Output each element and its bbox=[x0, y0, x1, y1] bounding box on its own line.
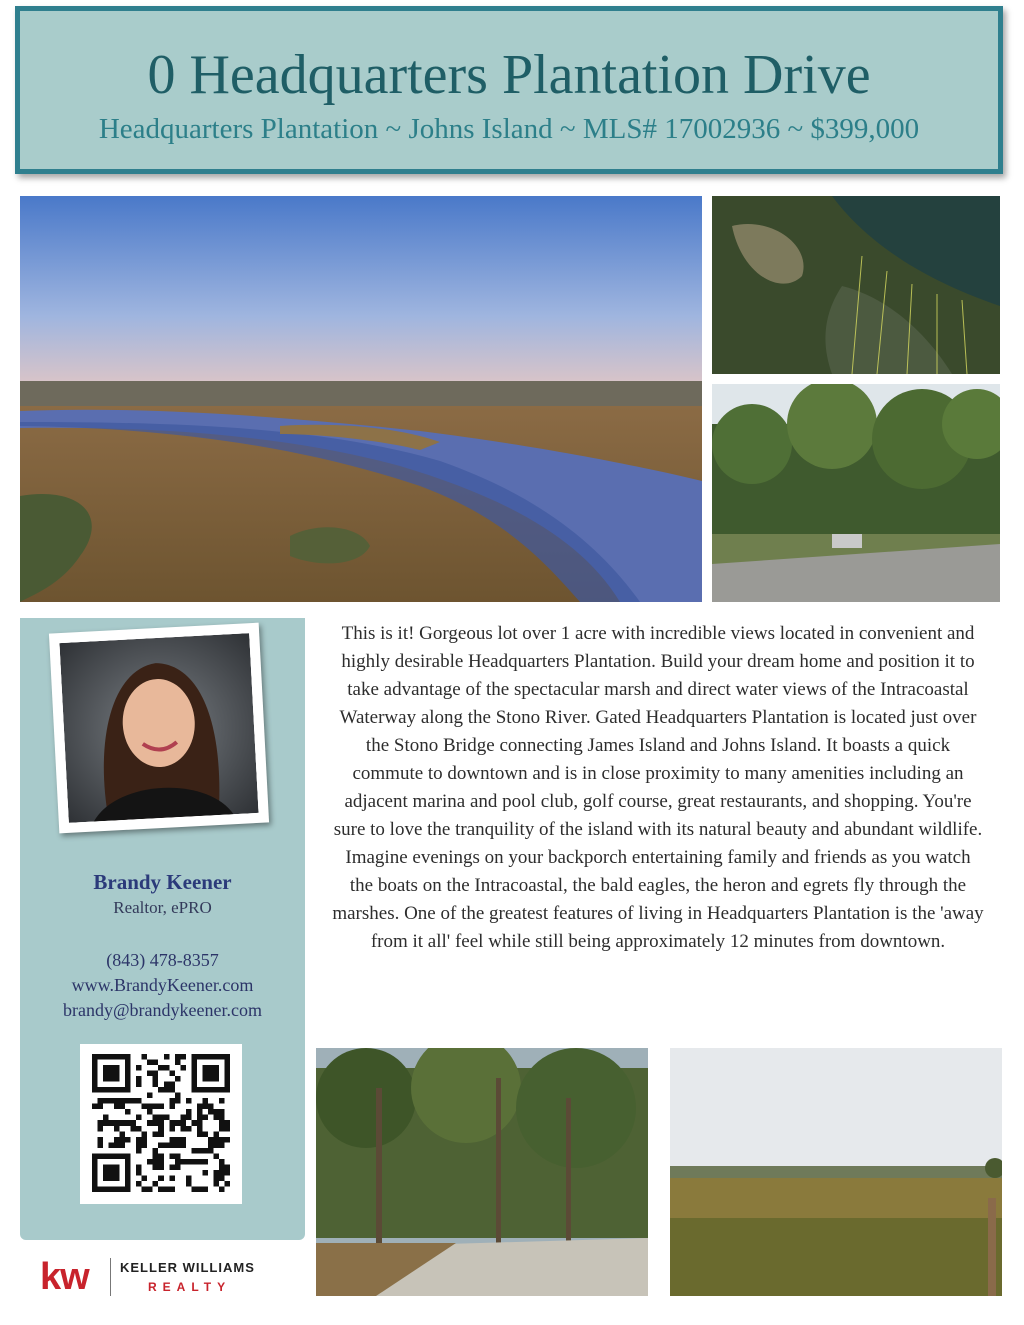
keller-williams-logo bbox=[40, 1252, 300, 1302]
wooded-lot-photo bbox=[316, 1048, 648, 1296]
satellite-map-photo bbox=[712, 196, 1000, 374]
brand-name: KELLER WILLIAMS bbox=[120, 1260, 255, 1275]
agent-website-link[interactable]: www.BrandyKeener.com bbox=[71, 975, 254, 995]
property-description: This is it! Gorgeous lot over 1 acre with incredible views located in convenient and highly desirable Headquarters Plantation. Build your dream home and position it to take advantage of the spectacular marsh and direct water views of the Intracoastal Waterway along the Stono River. Gated Headquarters Plantation is located just over the Stono Bridge connecting James Island and Johns Island. It boasts a quick commute to downtown and is in close proximity to many amenities including an adjacent marina and pool club, golf course, great restaurants, and shopping. You're sure to love the tranquility of the island with its natural beauty and abundant wildlife. Imagine evenings on your backporch entertaining family and friends as you watch the boats on the Intracoastal, the bald eagles, the heron and egrets fly through the marshes. One of the greatest features of living in Headquarters Plantation is the 'away from it all' feel while still being approximately 12 minutes from downtown. bbox=[332, 623, 984, 952]
agent-title: Realtor, ePRO bbox=[113, 898, 212, 917]
qr-code[interactable] bbox=[80, 1044, 242, 1204]
street-trees-photo bbox=[712, 384, 1000, 602]
agent-email-link[interactable]: brandy@brandykeener.com bbox=[62, 1000, 262, 1020]
logo-divider bbox=[110, 1258, 111, 1296]
aerial-river-photo bbox=[20, 196, 702, 602]
listing-subtitle: Headquarters Plantation ~ Johns Island ~ MLS# 17002936 ~ $399,000 bbox=[98, 113, 920, 145]
agent-phone[interactable]: (843) 478-8357 bbox=[106, 950, 219, 970]
listing-title: 0 Headquarters Plantation Drive bbox=[147, 44, 871, 106]
brand-sub: REALTY bbox=[148, 1280, 232, 1294]
kw-logo-letters: kw bbox=[40, 1256, 89, 1298]
marsh-view-photo bbox=[670, 1048, 1002, 1296]
listing-header bbox=[15, 6, 1003, 174]
agent-photo-frame bbox=[49, 623, 269, 834]
agent-portrait bbox=[59, 633, 258, 823]
agent-name: Brandy Keener bbox=[93, 870, 232, 894]
